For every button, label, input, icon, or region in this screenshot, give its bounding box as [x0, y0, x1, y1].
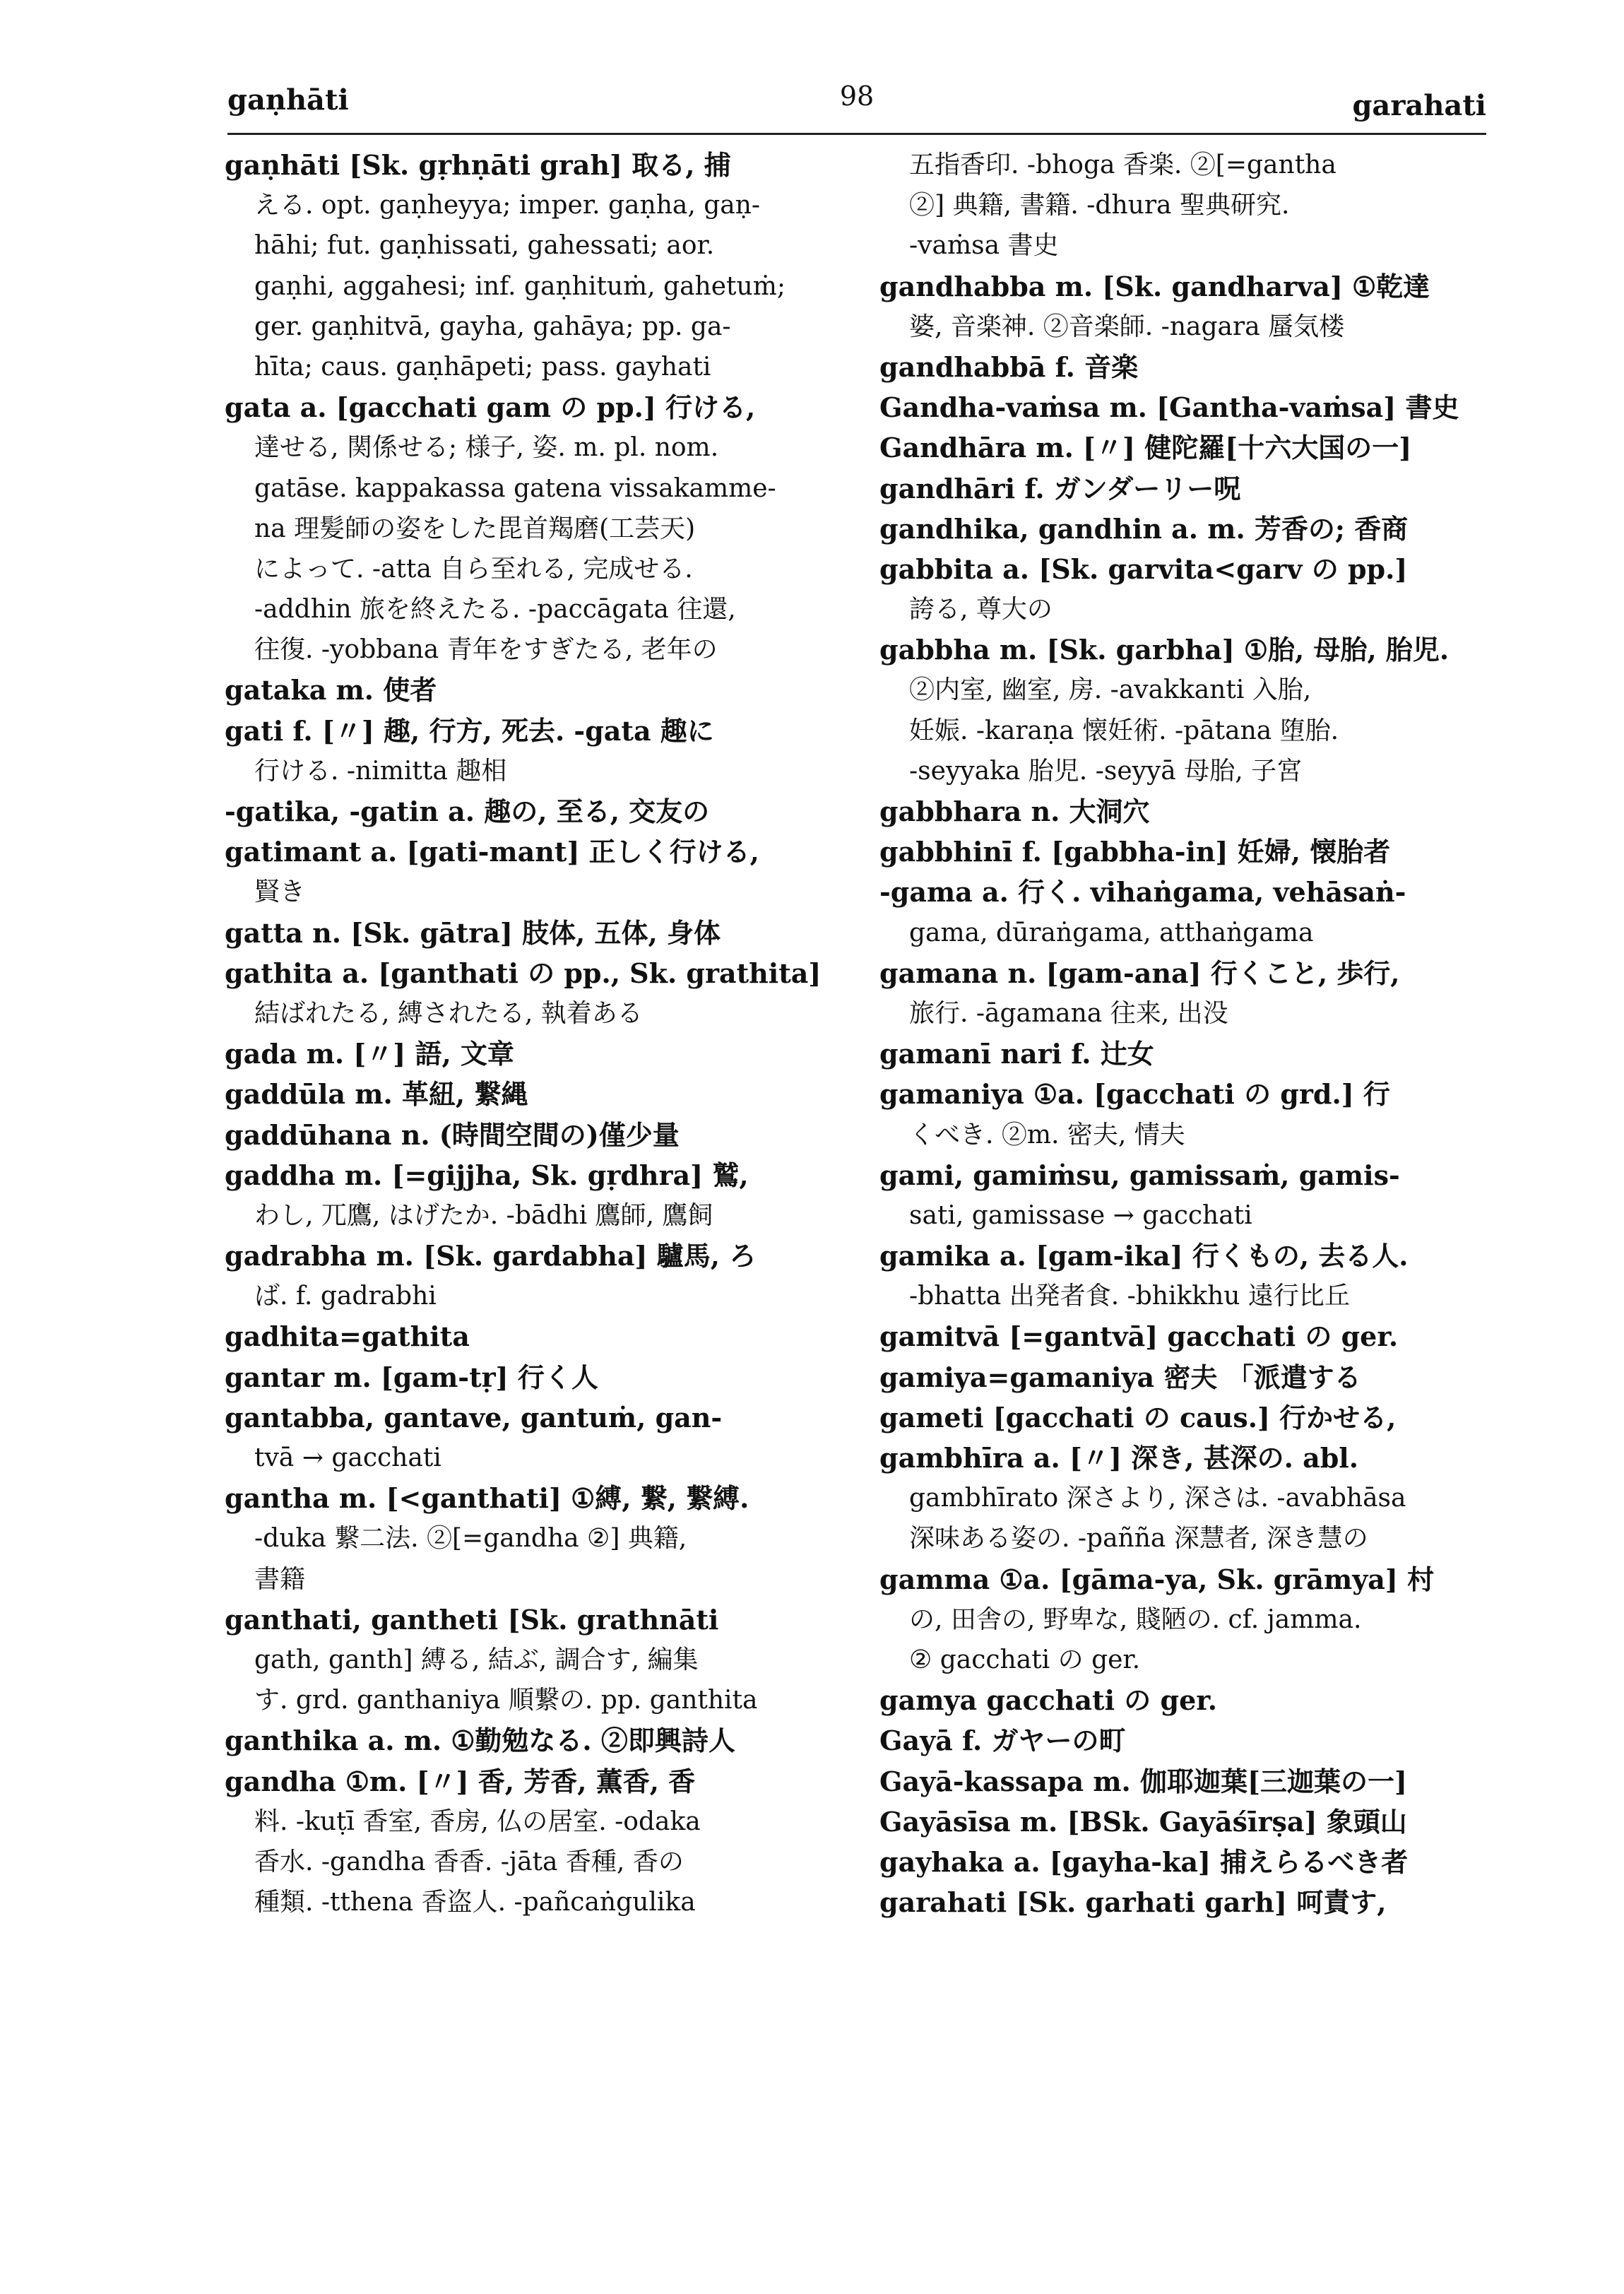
- entry-continuation-line: ger. gaṇhitvā, gayha, gahāya; pp. ga-: [254, 312, 731, 341]
- entry-headline: gantha m. [<ganthati] ①縛, 繋, 繋縛.: [225, 1482, 749, 1515]
- entry-continuation-line: す. grd. ganthaniya 順繋の. pp. ganthita: [254, 1686, 758, 1715]
- entry-continuation-line: 香水. -gandha 香香. -jāta 香種, 香の: [254, 1847, 684, 1876]
- entry-continuation-line: 種類. -tthena 香盗人. -pañcaṅgulika: [254, 1888, 696, 1917]
- entry-headline: gandhabba m. [Sk. gandharva] ①乾達: [879, 270, 1430, 302]
- entry-headline: gada m. [〃] 語, 文章: [225, 1038, 514, 1070]
- entry-headline: gataka m. 使者: [225, 674, 437, 706]
- left-running-headword: gaṇhāti: [227, 83, 349, 117]
- entry-headline: gabbhara n. 大洞穴: [879, 796, 1150, 827]
- entry-continuation-line: 書籍: [254, 1564, 306, 1594]
- entry-continuation-line: ②内室, 幽室, 房. -avakkanti 入胎,: [909, 675, 1312, 705]
- entry-headline: Gandhāra m. [〃] 健陀羅[十六大国の一]: [879, 432, 1412, 464]
- entry-headline: gamana n. [gam-ana] 行くこと, 歩行,: [879, 957, 1400, 989]
- left-column: [225, 145, 825, 1922]
- entry-continuation-line: sati, gamissase → gacchati: [909, 1200, 1252, 1230]
- entry-headline: gandhika, gandhin a. m. 芳香の; 香商: [879, 512, 1409, 545]
- entry-headline: gandhabbā f. 音楽: [879, 350, 1139, 383]
- entry-headline: gantabba, gantave, gantuṁ, gan-: [225, 1401, 723, 1433]
- right-running-headword: garahati: [1352, 89, 1486, 122]
- entry-headline: gamanī nari f. 辻女: [879, 1038, 1154, 1070]
- entry-headline: gamma ①a. [gāma-ya, Sk. grāmya] 村: [879, 1563, 1435, 1595]
- entry-continuation-line: わし, 兀鷹, はげたか. -bādhi 鷹師, 鷹飼: [254, 1200, 713, 1230]
- entry-headline: gatimant a. [gati-mant] 正しく行ける,: [225, 836, 759, 868]
- page-header: [227, 83, 1486, 140]
- entry-headline: gaddha m. [=gijjha, Sk. gṛdhra] 鷲,: [225, 1159, 749, 1191]
- entry-continuation-line: -vaṁsa 書史: [909, 231, 1059, 261]
- entry-continuation-line: 行ける. -nimitta 趣相: [254, 756, 507, 786]
- entry-headline: gatta n. [Sk. gātra] 肢体, 五体, 身体: [225, 916, 721, 949]
- entry-continuation-line: 料. -kuṭī 香室, 香房, 仏の居室. -odaka: [254, 1807, 701, 1836]
- entry-continuation-line: -bhatta 出発者食. -bhikkhu 遠行比丘: [909, 1282, 1350, 1311]
- entry-continuation-line: 妊娠. -karaṇa 懐妊術. -pātana 堕胎.: [909, 716, 1339, 745]
- entry-continuation-line: 婆, 音楽神. ②音楽師. -nagara 蜃気楼: [909, 312, 1345, 341]
- entry-continuation-line: tvā → gacchati: [254, 1443, 441, 1472]
- entry-headline: gambhīra a. [〃] 深き, 甚深の. abl.: [879, 1442, 1358, 1474]
- entry-continuation-line: gath, ganth] 縛る, 結ぶ, 調合す, 編集: [254, 1645, 699, 1674]
- entry-headline: garahati [Sk. garhati garh] 呵責す,: [879, 1886, 1387, 1919]
- entry-headline: -gama a. 行く. vihaṅgama, vehāsaṅ-: [879, 876, 1406, 909]
- entry-headline: gayhaka a. [gayha-ka] 捕えらるべき者: [879, 1845, 1409, 1878]
- entry-headline: gantar m. [gam-tṛ] 行く人: [225, 1361, 598, 1393]
- entry-headline: gamaniya ①a. [gacchati の grd.] 行: [879, 1078, 1390, 1111]
- entry-continuation-line: -seyyaka 胎児. -seyyā 母胎, 子宮: [909, 756, 1303, 786]
- entry-headline: gadhita=gathita: [225, 1320, 470, 1353]
- entry-continuation-line: ② gacchati の ger.: [909, 1645, 1141, 1674]
- entry-continuation-line: 結ばれたる, 縛されたる, 執着ある: [254, 998, 643, 1028]
- entry-headline: gabbita a. [Sk. garvita<garv の pp.]: [879, 552, 1408, 585]
- entry-continuation-line: 五指香印. -bhoga 香楽. ②[=gantha: [909, 150, 1336, 179]
- entry-continuation-line: hīta; caus. gaṇhāpeti; pass. gayhati: [254, 352, 711, 382]
- entry-headline: ganthati, gantheti [Sk. grathnāti: [225, 1603, 719, 1636]
- entry-continuation-line: 深味ある姿の. -pañña 深慧者, 深き慧の: [909, 1524, 1368, 1554]
- entry-headline: -gatika, -gatin a. 趣の, 至る, 交友の: [225, 796, 710, 827]
- entry-continuation-line: 往復. -yobbana 青年をすぎたる, 老年の: [254, 635, 718, 665]
- entry-continuation-line: gama, dūraṅgama, atthaṅgama: [909, 918, 1314, 947]
- entry-headline: gamya gacchati の ger.: [879, 1684, 1218, 1717]
- entry-continuation-line: hāhi; fut. gaṇhissati, gahessati; aor.: [254, 231, 715, 261]
- entry-headline: gandha ①m. [〃] 香, 芳香, 薫香, 香: [225, 1765, 696, 1797]
- entry-headline: gami, gamiṁsu, gamissaṁ, gamis-: [879, 1159, 1400, 1191]
- entry-headline: gabbhinī f. [gabbha-in] 妊婦, 懐胎者: [879, 836, 1391, 868]
- entry-headline: gata a. [gacchati gam の pp.] 行ける,: [225, 391, 756, 424]
- entry-headline: ganthika a. m. ①勤勉なる. ②即興詩人: [225, 1725, 735, 1757]
- entry-headline: gaṇhāti [Sk. gṛhṇāti grah] 取る, 捕: [225, 149, 731, 181]
- entry-continuation-line: 旅行. -āgamana 往来, 出没: [909, 998, 1228, 1028]
- entry-headline: gamika a. [gam-ika] 行くもの, 去る人.: [879, 1240, 1409, 1272]
- entry-continuation-line: 賢き: [254, 877, 306, 907]
- entry-headline: gamitvā [=gantvā] gacchati の ger.: [879, 1320, 1399, 1353]
- entry-headline: Gayā-kassapa m. 伽耶迦葉[三迦葉の一]: [879, 1765, 1407, 1797]
- entry-headline: gathita a. [ganthati の pp., Sk. grathita]: [225, 957, 822, 989]
- entry-continuation-line: ②] 典籍, 書籍. -dhura 聖典研究.: [909, 191, 1290, 220]
- entry-continuation-line: 達せる, 関係せる; 様子, 姿. m. pl. nom.: [254, 433, 719, 463]
- entry-continuation-line: 誇る, 尊大の: [909, 595, 1053, 625]
- entry-headline: gandhāri f. ガンダーリー呪: [879, 472, 1241, 504]
- entry-headline: gaddūhana n. (時間空間の)僅少量: [225, 1118, 680, 1151]
- entry-headline: gabbha m. [Sk. garbha] ①胎, 母胎, 胎児.: [879, 634, 1450, 666]
- entry-continuation-line: ば. f. gadrabhi: [254, 1282, 437, 1311]
- right-column: [879, 145, 1480, 1922]
- entry-continuation-line: -duka 繋二法. ②[=gandha ②] 典籍,: [254, 1524, 687, 1554]
- page-number: 98: [839, 81, 875, 112]
- entry-continuation-line: na 理髪師の姿をした毘首羯磨(工芸天): [254, 514, 696, 543]
- entry-continuation-line: くべき. ②m. 密夫, 情夫: [909, 1120, 1185, 1149]
- header-rule: [227, 133, 1486, 135]
- entry-headline: gameti [gacchati の caus.] 行かせる,: [879, 1401, 1397, 1433]
- entry-continuation-line: gambhīrato 深さより, 深さは. -avabhāsa: [909, 1484, 1406, 1513]
- entry-headline: gati f. [〃] 趣, 行方, 死去. -gata 趣に: [225, 714, 714, 747]
- entry-continuation-line: -addhin 旅を終えたる. -paccāgata 往還,: [254, 595, 736, 625]
- entry-continuation-line: gaṇhi, aggahesi; inf. gaṇhituṁ, gahetuṁ;: [254, 271, 786, 301]
- entry-headline: Gayāsīsa m. [BSk. Gayāśīrṣa] 象頭山: [879, 1805, 1407, 1838]
- entry-headline: gaddūla m. 革紐, 繋縄: [225, 1078, 528, 1111]
- entry-continuation-line: gatāse. kappakassa gatena vissakamme-: [254, 473, 776, 503]
- entry-headline: Gandha-vaṁsa m. [Gantha-vaṁsa] 書史: [879, 391, 1459, 424]
- entry-headline: gamiya=gamaniya 密夫 「派遣する: [879, 1361, 1361, 1393]
- entry-continuation-line: える. opt. gaṇheyya; imper. gaṇha, gaṇ-: [254, 191, 761, 220]
- entry-headline: gadrabha m. [Sk. gardabha] 驢馬, ろ: [225, 1240, 757, 1272]
- entry-headline: Gayā f. ガヤーの町: [879, 1725, 1126, 1757]
- entry-continuation-line: によって. -atta 自ら至れる, 完成せる.: [254, 554, 693, 584]
- entry-continuation-line: の, 田舎の, 野卑な, 賤陋の. cf. jamma.: [909, 1604, 1362, 1634]
